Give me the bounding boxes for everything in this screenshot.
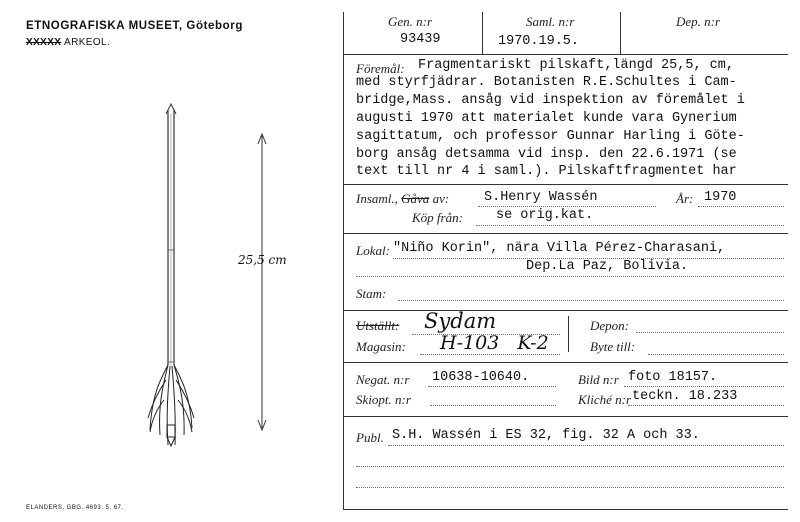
divider — [343, 362, 788, 363]
desc-line: borg ansåg detsamma vid insp. den 22.6.1971 (se — [356, 147, 737, 162]
kop-label: Köp från: — [412, 210, 463, 225]
divider — [343, 310, 788, 311]
foremal-label: Föremål: — [356, 61, 405, 76]
dotted-line — [388, 445, 784, 446]
magasin-value: H-103 K-2 — [440, 332, 549, 354]
insaml-label-text: Insaml., — [356, 191, 398, 206]
utstallt-label: Utställt: — [356, 318, 400, 333]
dotted-line — [420, 354, 560, 355]
lokal-line-2: Dep.La Paz, Bolivia. — [526, 259, 689, 274]
bild-value: foto 18157. — [628, 370, 718, 385]
desc-line-text: augusti 1970 att materialet kunde vara Gynerium — [356, 111, 737, 126]
desc-line: bridge,Mass. ansåg vid inspektion av föremålet i — [356, 93, 745, 108]
dotted-line — [698, 206, 784, 207]
desc-line: med styrfjädrar. Botanisten R.E.Schultes i Cam- — [356, 75, 737, 90]
kop-value: se orig.kat. — [496, 208, 594, 223]
gen-label: Gen. n:r — [388, 14, 433, 29]
dotted-line — [428, 386, 556, 387]
dep-label: Dep. n:r — [676, 14, 721, 29]
negat-label: Negat. n:r — [356, 372, 410, 387]
department-label: ARKEOL. — [64, 37, 111, 48]
magasin-label: Magasin: — [356, 339, 406, 354]
dotted-line — [648, 354, 784, 355]
utstallt-value: Sydam — [424, 309, 497, 333]
lokal-line-1: "Niño Korin", nära Villa Pérez-Charasani, — [393, 241, 726, 256]
insaml-label — [356, 191, 449, 207]
divider — [620, 12, 621, 54]
divider — [343, 54, 788, 55]
publ-label: Publ. — [356, 430, 384, 445]
bild-label: Bild n:r — [578, 372, 619, 387]
insaml-av-label: av: — [432, 191, 450, 206]
dotted-line — [476, 225, 784, 226]
museum-name: ETNOGRAFISKA MUSEET, Göteborg — [26, 20, 243, 32]
stam-label: Stam: — [356, 286, 387, 301]
divider — [343, 184, 788, 185]
cliche-value: teckn. 18.233 — [632, 389, 738, 404]
department-crossed-out: XXXXX — [26, 37, 62, 48]
insaml-crossed-out: Gåva — [401, 191, 430, 206]
gen-value: 93439 — [400, 32, 441, 47]
saml-value: 1970.19.5. — [498, 34, 580, 49]
saml-label: Saml. n:r — [526, 14, 575, 29]
measurement-label: 25,5 cm — [238, 253, 287, 267]
dotted-line — [624, 386, 784, 387]
byte-label: Byte till: — [590, 339, 636, 354]
department-line — [26, 37, 110, 48]
ar-label: År: — [676, 191, 694, 206]
divider — [568, 316, 569, 352]
negat-value: 10638-10640. — [432, 370, 530, 385]
insaml-value: S.Henry Wassén — [484, 190, 598, 205]
card-left-border — [343, 12, 344, 510]
dotted-line — [430, 405, 556, 406]
dotted-line — [356, 466, 784, 467]
dotted-line — [398, 300, 784, 301]
cliche-label: Kliché n:r — [578, 392, 632, 407]
desc-line: Fragmentariskt pilskaft,längd 25,5, cm, — [418, 58, 734, 73]
desc-line: sagittatum, och professor Gunnar Harling i Göte- — [356, 129, 745, 144]
dotted-line — [478, 206, 656, 207]
desc-line: text till nr 4 i saml.). Pilskaftfragmentet har — [356, 164, 737, 179]
card-bottom-border — [343, 509, 788, 510]
dotted-line — [356, 487, 784, 488]
lokal-label: Lokal: — [356, 243, 390, 258]
dotted-line — [628, 405, 784, 406]
divider — [343, 416, 788, 417]
publ-value: S.H. Wassén i ES 32, fig. 32 A och 33. — [392, 428, 700, 443]
printer-imprint: ELANDERS, GBG. 4693. 5. 67. — [26, 505, 124, 511]
desc-line — [356, 111, 737, 126]
dotted-line — [356, 276, 784, 277]
ar-value: 1970 — [704, 190, 737, 205]
skiopt-label: Skiopt. n:r — [356, 392, 411, 407]
divider — [482, 12, 483, 54]
depon-label: Depon: — [590, 318, 629, 333]
dotted-line — [636, 332, 784, 333]
arrow-shaft-drawing — [130, 100, 300, 460]
divider — [343, 233, 788, 234]
